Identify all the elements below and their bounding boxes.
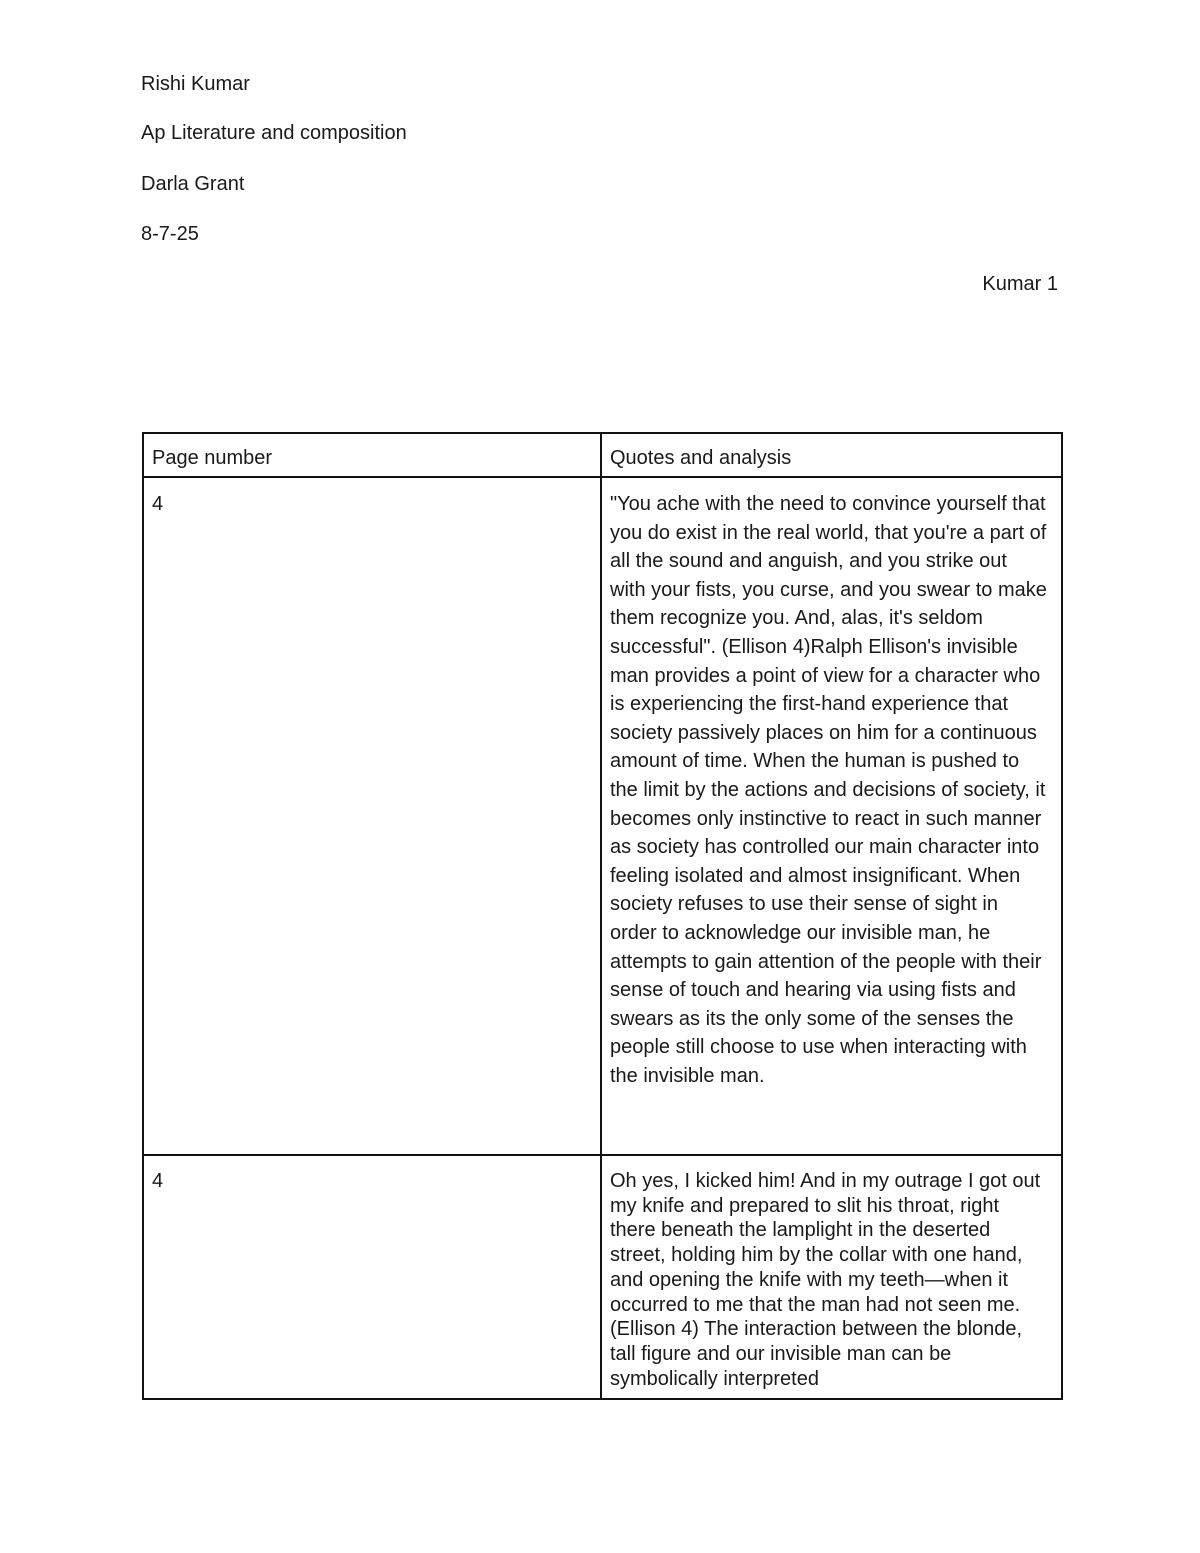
quote-analysis-cell: "You ache with the need to convince yourself that you do exist in the real world, that you're a part of all the sound and anguish, and you strike out with your fists, you curse, and you swear to make them recognize you. And, alas, it's seldom successful". (Ellison 4)Ralph Ellison's invisible man provides a point of view for a character who is experiencing the first-hand experience that society passively places on him for a continuous amount of time. When the human is pushed to the limit by the actions and decisions of society, it becomes only instinctive to react in such manner as society has controlled our main character into feeling isolated and almost insignificant. When society refuses to use their sense of sight in order to acknowledge our invisible man, he attempts to gain attention of the people with their sense of touch and hearing via using fists and swears as its the only some of the senses the people still choose to use when interacting with the invisible man. bbox=[601, 477, 1062, 1155]
column-header-page-number: Page number bbox=[143, 433, 601, 477]
table-row bbox=[143, 1155, 1062, 1399]
assignment-date: 8-7-25 bbox=[141, 223, 199, 245]
course-name: Ap Literature and composition bbox=[141, 122, 407, 144]
table-row bbox=[143, 477, 1062, 1155]
teacher-name: Darla Grant bbox=[141, 173, 245, 195]
quote-analysis-cell: Oh yes, I kicked him! And in my outrage I got out my knife and prepared to slit his throat, right there beneath the lamplight in the deserted street, holding him by the collar with one hand, and opening the knife with my teeth—when it occurred to me that the man had not seen me. (Ellison 4) The interaction between the blonde, tall figure and our invisible man can be symbolically interpreted bbox=[601, 1155, 1062, 1399]
column-header-quotes-analysis: Quotes and analysis bbox=[601, 433, 1062, 477]
page-number-cell: 4 bbox=[143, 477, 601, 1155]
student-name: Rishi Kumar bbox=[141, 73, 250, 95]
running-head-page-number: Kumar 1 bbox=[982, 273, 1058, 295]
table-header-row bbox=[143, 433, 1062, 477]
page-number-cell: 4 bbox=[143, 1155, 601, 1399]
quotes-analysis-table bbox=[142, 432, 1063, 1400]
